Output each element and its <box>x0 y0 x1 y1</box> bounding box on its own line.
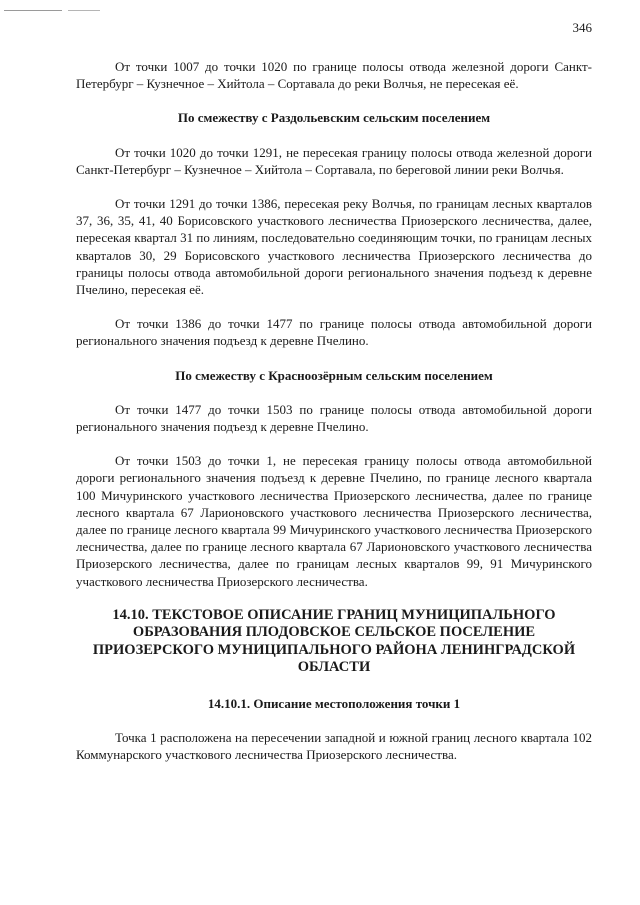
subheading: По смежеству с Раздольевским сельским поселением <box>177 110 491 126</box>
scan-artifact-line <box>4 10 62 11</box>
paragraph: От точки 1020 до точки 1291, не пересекая границу полосы отвода железной дороги Санкт-Петербург – Кузнечное – Хийтола – Сортавала, по береговой линии реки Волчья. <box>76 144 592 177</box>
paragraph: От точки 1386 до точки 1477 по границе полосы отвода автомобильной дороги регионального значения подъезд к деревне Пчелино. <box>76 316 592 349</box>
subheading: По смежеству с Красноозёрным сельским поселением <box>175 367 493 383</box>
section-title: 14.10. ТЕКСТОВОЕ ОПИСАНИЕ ГРАНИЦ МУНИЦИПАЛЬНОГО ОБРАЗОВАНИЯ ПЛОДОВСКОЕ СЕЛЬСКОЕ ПОСЕЛЕНИЕ ПРИОЗЕРСКОГО МУНИЦИПАЛЬНОГО РАЙОНА ЛЕНИНГРАДСКОЙ ОБЛАСТИ <box>92 606 576 676</box>
paragraph: От точки 1291 до точки 1386, пересекая реку Волчья, по границам лесных кварталов 37, 36, 35, 41, 40 Борисовского участкового лесничества Приозерского лесничества, далее, пересекая квартал 31 по линиям, последовательно соединяющим точки, по границам лесных кварталов 30, 29 Борисовского участкового лесничества Приозерского лесничества до границы полосы отвода автомобильной дороги регионального значения подъезд к деревне Пчелино, пересекая её. <box>76 196 592 298</box>
paragraph: От точки 1503 до точки 1, не пересекая границу полосы отвода автомобильной дороги регионального значения подъезд к деревне Пчелино, по границе лесного квартала 100 Мичуринского участкового лесничества Приозерского лесничества, далее по границе лесного квартала 67 Ларионовского участкового лесничества Приозерского лесничества, далее по границе лесного квартала 99 Мичуринского участкового лесничества Приозерского лесничества, далее по границе лесного квартала 67 Ларионовского участкового лесничества Приозерского лесничества, далее по границам лесных кварталов 99, 91 Мичуринского участкового лесничества Приозерского лесничества. <box>76 453 592 589</box>
paragraph: От точки 1007 до точки 1020 по границе полосы отвода железной дороги Санкт-Петербург – Кузнечное – Хийтола – Сортавала до реки Волчья, не пересекая её. <box>76 59 592 92</box>
subsection-title: 14.10.1. Описание местоположения точки 1 <box>207 695 461 711</box>
paragraph: От точки 1477 до точки 1503 по границе полосы отвода автомобильной дороги регионального значения подъезд к деревне Пчелино. <box>76 401 592 435</box>
paragraph: Точка 1 расположена на пересечении западной и южной границ лесного квартала 102 Коммунарского участкового лесничества Приозерского лесничества. <box>76 730 592 763</box>
page-number: 346 <box>572 20 592 35</box>
scan-artifact-line <box>68 10 100 11</box>
document-body <box>76 58 592 780</box>
